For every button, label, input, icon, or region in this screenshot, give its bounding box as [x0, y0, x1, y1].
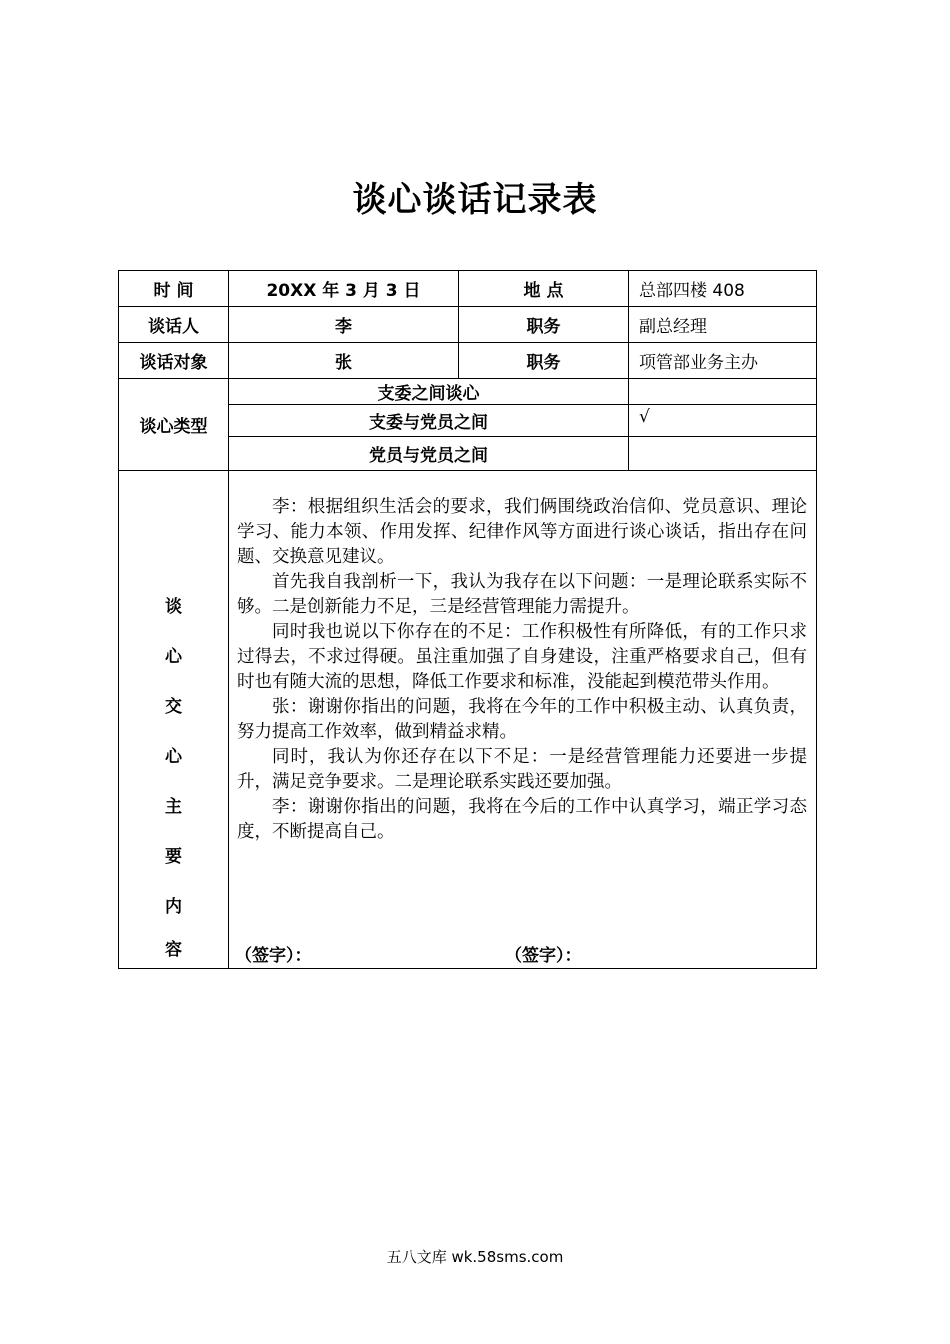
time-label: 时 间	[119, 271, 229, 307]
place-value: 总部四楼 408	[629, 271, 817, 307]
target-value: 张	[229, 343, 459, 379]
speaker-label: 谈话人	[119, 307, 229, 343]
target-position-value: 项管部业务主办	[629, 343, 817, 379]
content-vertical-label	[119, 471, 229, 969]
signature-1: （签字）：	[235, 946, 312, 966]
vertical-char: 交	[165, 697, 182, 717]
talk-type-mark-1	[629, 379, 817, 405]
talk-type-mark-2: √	[629, 405, 817, 437]
target-position-label: 职务	[459, 343, 629, 379]
vertical-char: 心	[165, 747, 182, 767]
content-top-spacer	[229, 471, 816, 495]
content-paragraph: 首先我自我剖析一下，我认为我存在以下问题：一是理论联系实际不够。二是创新能力不足，三是经营管理能力需提升。	[237, 572, 807, 617]
target-label: 谈话对象	[119, 343, 229, 379]
vertical-char: 心	[165, 647, 182, 667]
content-paragraph: 张：谢谢你指出的问题，我将在今年的工作中积极主动、认真负责，努力提高工作效率，做到精益求精。	[237, 697, 807, 742]
talk-type-option-2: 支委与党员之间	[229, 405, 629, 437]
talk-type-label: 谈心类型	[119, 379, 229, 471]
vertical-char: 主	[165, 797, 182, 817]
vertical-label-spacer	[119, 471, 228, 582]
content-paragraph: 同时我也说以下你存在的不足：工作积极性有所降低，有的工作只求过得去，不求过得硬。虽注重加强了自身建设，注重严格要求自己，但有时也有随大流的思想，降低工作要求和标准，没能起到模范带头作用。	[237, 622, 807, 692]
content-paragraph: 李：根据组织生活会的要求，我们俩围绕政治信仰、党员意识、理论学习、能力本领、作用发挥、纪律作风等方面进行谈心谈话，指出存在问题、交换意见建议。	[237, 497, 807, 567]
content-paragraph: 同时，我认为你还存在以下不足：一是经营管理能力还要进一步提升，满足竞争要求。二是理论联系实践还要加强。	[237, 747, 807, 792]
content-row	[119, 471, 817, 969]
footer-watermark: 五八文库 wk.58sms.com	[386, 1248, 564, 1266]
talk-type-row-1	[119, 379, 817, 405]
place-label: 地 点	[459, 271, 629, 307]
speaker-row	[119, 307, 817, 343]
time-row	[119, 271, 817, 307]
content-paragraph: 李：谢谢你指出的问题，我将在今后的工作中认真学习，端正学习态度，不断提高自己。	[237, 797, 807, 842]
talk-type-mark-3	[629, 437, 817, 471]
time-value: 20XX 年 3 月 3 日	[229, 271, 459, 307]
vertical-char: 谈	[165, 597, 182, 617]
page-title: 谈心谈话记录表	[352, 180, 598, 220]
signature-2: （签字）：	[505, 946, 582, 966]
content-body	[229, 471, 817, 969]
talk-type-option-1: 支委之间谈心	[229, 379, 629, 405]
speaker-value: 李	[229, 307, 459, 343]
target-row	[119, 343, 817, 379]
vertical-char: 要	[165, 847, 182, 867]
vertical-char: 内	[165, 897, 182, 917]
vertical-char: 容	[165, 940, 182, 960]
speaker-position-value: 副总经理	[629, 307, 817, 343]
speaker-position-label: 职务	[459, 307, 629, 343]
record-table	[118, 270, 817, 969]
talk-type-option-3: 党员与党员之间	[229, 437, 629, 471]
